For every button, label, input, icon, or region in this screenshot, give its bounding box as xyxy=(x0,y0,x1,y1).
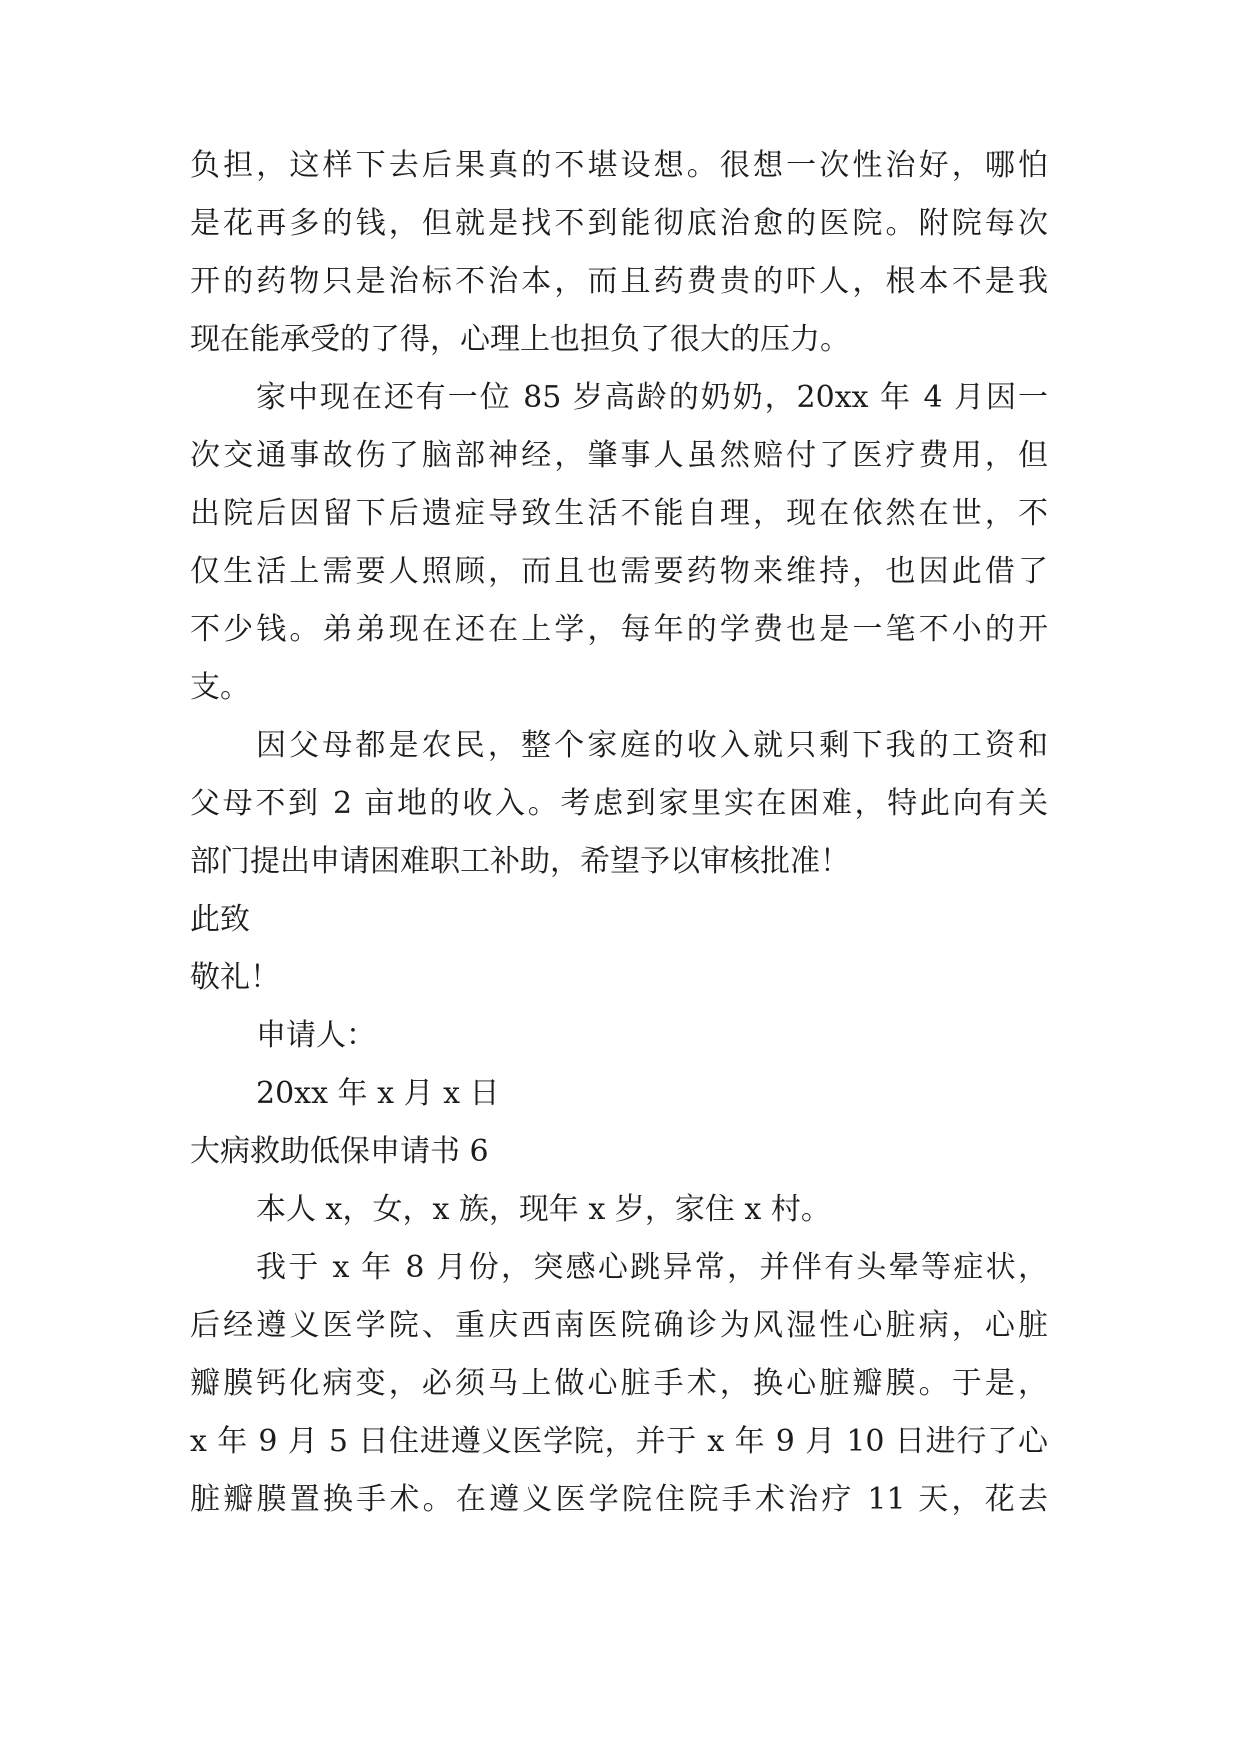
text-line: 现在能承受的了得，心理上也担负了很大的压力。 xyxy=(190,322,850,357)
text-line: 是花再多的钱，但就是找不到能彻底治愈的医院。附院每次 xyxy=(190,206,1048,241)
text-line: 我于 x 年 8 月份，突感心跳异常，并伴有头晕等症状， xyxy=(256,1250,1048,1285)
text-line: 后经遵义医学院、重庆西南医院确诊为风湿性心脏病，心脏 xyxy=(190,1308,1048,1343)
text-line: 支。 xyxy=(190,670,250,705)
text-line: x 年 9 月 5 日住进遵义医学院，并于 x 年 9 月 10 日进行了心 xyxy=(190,1424,1048,1459)
text-line: 仅生活上需要人照顾，而且也需要药物来维持，也因此借了 xyxy=(190,554,1048,589)
text-line: 因父母都是农民，整个家庭的收入就只剩下我的工资和 xyxy=(256,728,1048,763)
text-line: 本人 x，女，x 族，现年 x 岁，家住 x 村。 xyxy=(256,1192,831,1227)
text-line: 不少钱。弟弟现在还在上学，每年的学费也是一笔不小的开 xyxy=(190,612,1048,647)
text-line: 家中现在还有一位 85 岁高龄的奶奶，20xx 年 4 月因一 xyxy=(256,380,1048,415)
text-line: 脏瓣膜置换手术。在遵义医学院住院手术治疗 11 天，花去 xyxy=(190,1482,1048,1517)
closing-salutation: 此致 xyxy=(190,902,250,937)
section-title: 大病救助低保申请书 6 xyxy=(190,1134,489,1169)
text-line: 次交通事故伤了脑部神经，肇事人虽然赔付了医疗费用，但 xyxy=(190,438,1048,473)
text-line: 出院后因留下后遗症导致生活不能自理，现在依然在世，不 xyxy=(190,496,1048,531)
date-line: 20xx 年 x 月 x 日 xyxy=(256,1076,500,1111)
text-line: 负担，这样下去后果真的不堪设想。很想一次性治好，哪怕 xyxy=(190,148,1048,183)
text-line: 瓣膜钙化病变，必须马上做心脏手术，换心脏瓣膜。于是， xyxy=(190,1366,1048,1401)
text-line: 开的药物只是治标不治本，而且药费贵的吓人，根本不是我 xyxy=(190,264,1048,299)
applicant-label: 申请人： xyxy=(256,1018,376,1053)
text-line: 部门提出申请困难职工补助，希望予以审核批准！ xyxy=(190,844,850,879)
text-line: 父母不到 2 亩地的收入。考虑到家里实在困难，特此向有关 xyxy=(190,786,1048,821)
closing-regards: 敬礼！ xyxy=(190,960,280,995)
